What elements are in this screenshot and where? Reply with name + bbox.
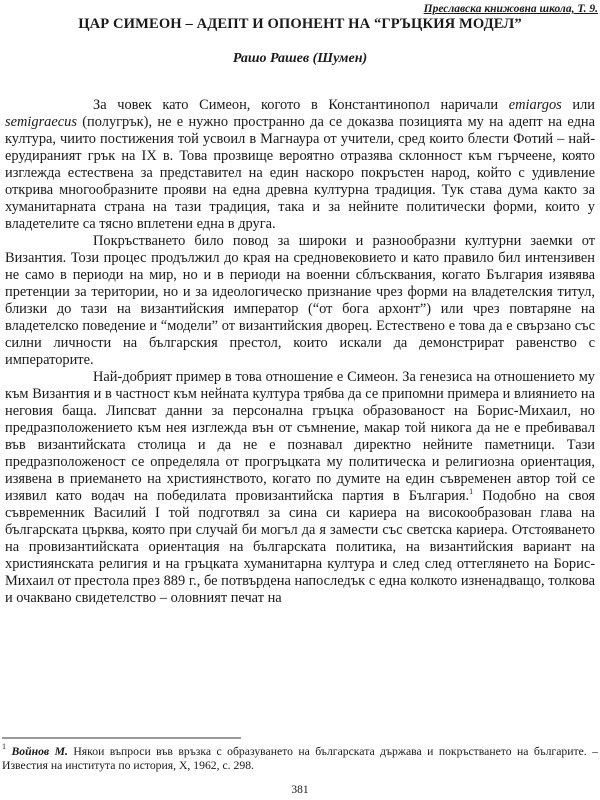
- paragraph-1-text-c: (полугрък), не е нужно пространно да се доказва позицията му на адепт на една култура, чиито постижения той усвоил в Магнаура от учители, сред които блести Фотий – най-ерудираният грък на IX в. Това прозвище вероятно отразява склонност към гърчеене, която изглежда естествена за представител на един наскоро покръстен народ, който с удивление открива многообразните прояви на една древна културна традиция. Тук става дума както за хуманитарната страна на тази традиция, така и за нейните политически форми, които у владетелите са тясно вплетени една в друга.: [5, 114, 595, 232]
- paragraph-3: [5, 369, 595, 607]
- paragraph-1-text-b: или: [561, 97, 595, 113]
- term-semigraecus: semigraecus: [5, 114, 77, 130]
- footnote-author: Войнов М.: [11, 745, 68, 758]
- footnote-text: Някои въпроси във връзка с образуването на българската държава и покръстването на българите. – Известия на института по история, X, 1962, с. 298.: [2, 745, 598, 772]
- paragraph-3-text-b: Подобно на своя съвременник Василий I той подготвял за сина си кариера на високообразован глава на българската църква, която при случай би могъл да я замести със светска кариера. Отстояването на провизантийската ориентация на българската политика, на византийския вариант на християнската религия и на гръцката хуманитарна култура и след след оттеглянето на Борис-Михаил от престола през 889 г., бе потвърдена напоследък с една колкото изненадващо, толкова и очаквано свидетелство – оловният печат на: [5, 488, 595, 606]
- paragraph-1: [5, 97, 595, 233]
- footnote-number: 1: [2, 742, 6, 751]
- footnote-separator: [2, 737, 241, 739]
- page-number: 381: [291, 784, 309, 796]
- term-emiargos: emiargos: [508, 97, 562, 113]
- footnote-1: [2, 742, 598, 773]
- footnote-reference[interactable]: 1: [469, 487, 474, 496]
- article-title: ЦАР СИМЕОН – АДЕПТ И ОПОНЕНТ НА “ГРЪЦКИЯ МОДЕЛ”: [78, 16, 522, 32]
- running-head: Преславска книжовна школа, Т. 9.: [423, 3, 598, 15]
- paragraph-1-text-a: За човек като Симеон, когото в Константинопол наричали: [93, 97, 509, 113]
- paragraph-3-text-a: Най-добрият пример в това отношение е Симеон. За генезиса на отношението му към Византия и в частност към нейната култура трябва да се припомни примера и влиянието на неговия баща. Липсват данни за персонална гръцка образованост на Борис-Михаил, но предразположението към нея изглежда вън от съмнение, макар той никога да не е пребивавал във византийската столица и да не е познавал директно нейните паметници. Тази предразположеност се определяла от прогръцката му политическа и религиозна ориентация, изявена в приемането на християнството, когато по думите на един съвременен автор той се изявил като водач на победилата провизантийска партия в България.: [5, 369, 595, 504]
- paragraph-2: Покръстването било повод за широки и разнообразни културни заемки от Византия. Този процес продължил до края на средновековието и като правило бил интензивен не само в периоди на мир, но и в периоди на военни сблъсквания, когато България изявява претенции за територии, но и за идеологическо признание чрез форми на владетелския титул, близки до тази на византийския император (“от бога архонт”) или чрез повтаряне на владетелско поведение и “модели” от византийския дворец. Естествено е това да е свързано със силни личности на българския престол, които искали да демонстрират равенство с императорите.: [5, 233, 595, 368]
- article-body: [5, 97, 595, 607]
- article-author: Рашо Рашев (Шумен): [232, 51, 368, 66]
